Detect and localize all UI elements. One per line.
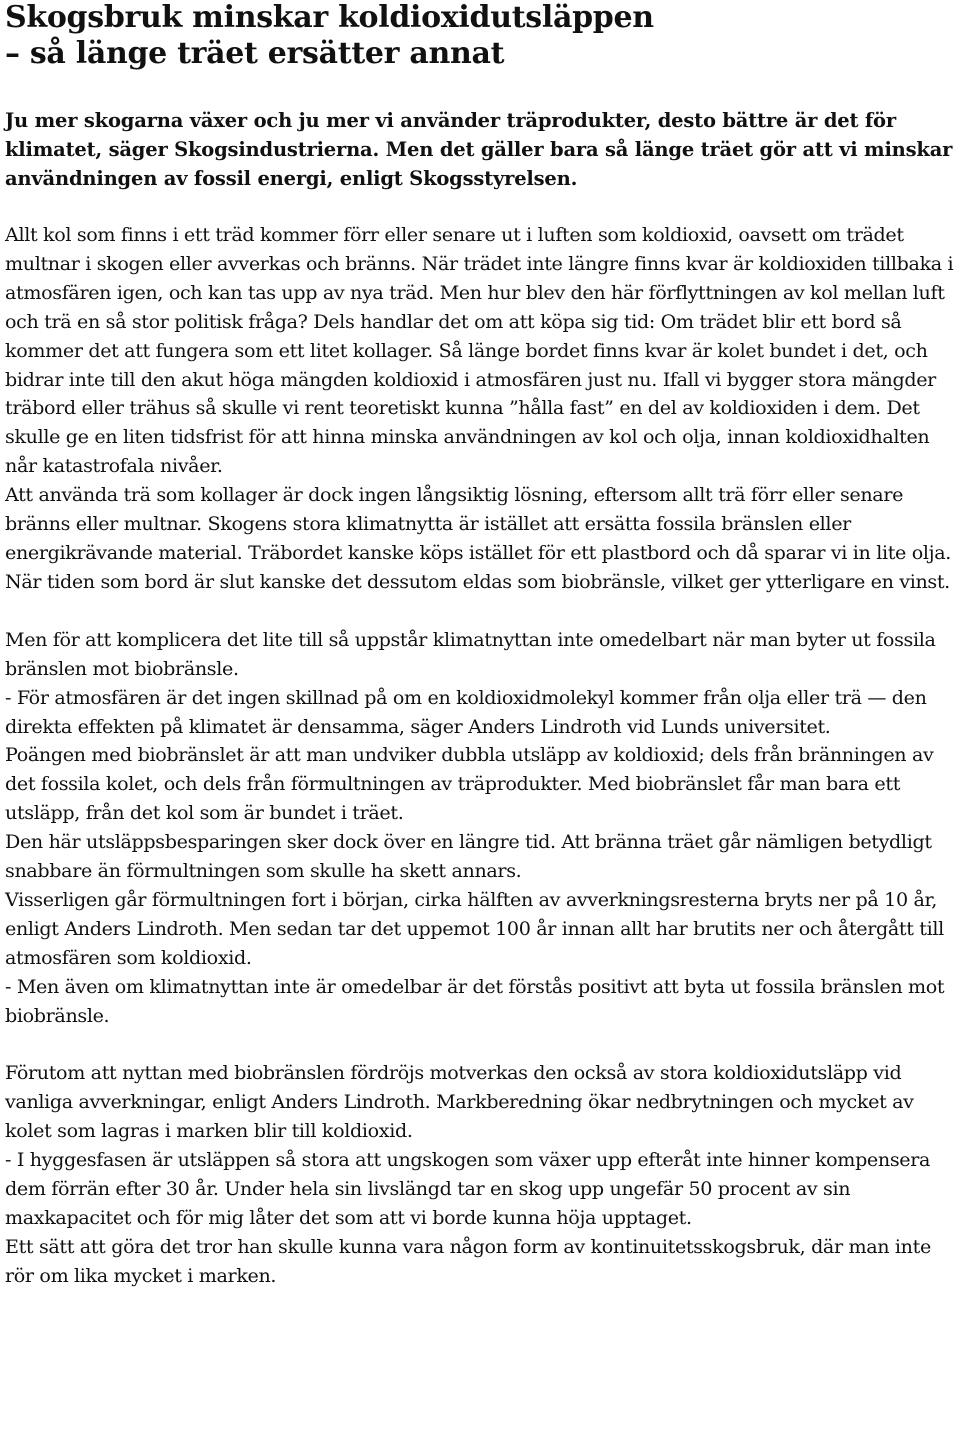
paragraph: Förutom att nyttan med biobränslen fördröjs motverkas den också av stora koldioxidutsläpp vid vanliga avverkningar, enligt Anders Lindroth. Markberedning ökar nedbrytningen och mycket av kolet som lagras i marken blir till koldioxid.: [5, 1061, 914, 1143]
paragraph: Poängen med biobränslet är att man undviker dubbla utsläpp av koldioxid; dels från bränningen av det fossila kolet, och dels från förmultningen av träprodukter. Med biobränslet får man bara ett utsläpp, från det kol som är bundet i träet.: [5, 743, 934, 825]
paragraph: Men för att komplicera det lite till så uppstår klimatnyttan inte omedelbart när man byter ut fossila bränslen mot biobränsle.: [5, 627, 936, 680]
body-section-1: [5, 221, 956, 597]
body-section-3: [5, 1059, 956, 1290]
paragraph: - För atmosfären är det ingen skillnad på om en koldioxidmolekyl kommer från olja eller trä — den direkta effekten på klimatet är densamma, säger Anders Lindroth vid Lunds universitet.: [5, 685, 927, 738]
headline-line-2: – så länge träet ersätter annat: [5, 36, 505, 71]
paragraph: Visserligen går förmultningen fort i början, cirka hälften av avverkningsresterna bryts ner på 10 år, enligt Anders Lindroth. Men sedan tar det uppemot 100 år innan allt har brutits ner och återgått till atmosfären som koldioxid.: [5, 887, 944, 969]
paragraph: Att använda trä som kollager är dock ingen långsiktig lösning, eftersom allt trä förr eller senare bränns eller multnar. Skogens stora klimatnytta är istället att ersätta fossila bränslen eller energikrävande material. Träbordet kanske köps istället för ett plastbord och då sparar vi in lite olja. När tiden som bord är slut kanske det dessutom eldas som biobränsle, vilket ger ytterligare en vinst.: [5, 483, 951, 593]
headline-line-1: Skogsbruk minskar koldioxidutsläppen: [5, 0, 654, 35]
paragraph: Ett sätt att göra det tror han skulle kunna vara någon form av kontinuitetsskogsbruk, där man inte rör om lika mycket i marken.: [5, 1234, 931, 1287]
paragraph: Allt kol som finns i ett träd kommer förr eller senare ut i luften som koldioxid, oavsett om trädet multnar i skogen eller avverkas och bränns. När trädet inte längre finns kvar är koldioxiden tillbaka i atmosfären igen, och kan tas upp av nya träd. Men hur blev den här förflyttningen av kol mellan luft och trä en så stor politisk fråga? Dels handlar det om att köpa sig tid: Om trädet blir ett bord så kommer det att fungera som ett litet kollager. Så länge bordet finns kvar är kolet bundet i det, och bidrar inte till den akut höga mängden koldioxid i atmosfären just nu. Ifall vi bygger stora mängder träbord eller trähus så skulle vi rent teoretiskt kunna ”hålla fast” en del av koldioxiden i dem. Det skulle ge en liten tidsfrist för att hinna minska användningen av kol och olja, innan koldioxidhalten når katastrofala nivåer.: [5, 223, 954, 478]
body-section-2: [5, 626, 956, 1031]
paragraph: - Men även om klimatnyttan inte är omedelbar är det förstås positivt att byta ut fossila bränslen mot biobränsle.: [5, 974, 945, 1027]
headline: [5, 0, 956, 72]
paragraph: Den här utsläppsbesparingen sker dock över en längre tid. Att bränna träet går nämligen betydligt snabbare än förmultningen som skulle ha skett annars.: [5, 830, 932, 883]
lead-paragraph: Ju mer skogarna växer och ju mer vi använder träprodukter, desto bättre är det för klimatet, säger Skogsindustrierna. Men det gäller bara så länge träet gör att vi minskar användningen av fossil energi, enligt Skogsstyrelsen.: [5, 109, 953, 190]
paragraph: - I hyggesfasen är utsläppen så stora att ungskogen som växer upp efteråt inte hinner kompensera dem förrän efter 30 år. Under hela sin livslängd tar en skog upp ungefär 50 procent av sin maxkapacitet och för mig låter det som att vi borde kunna höja upptaget.: [5, 1148, 931, 1229]
